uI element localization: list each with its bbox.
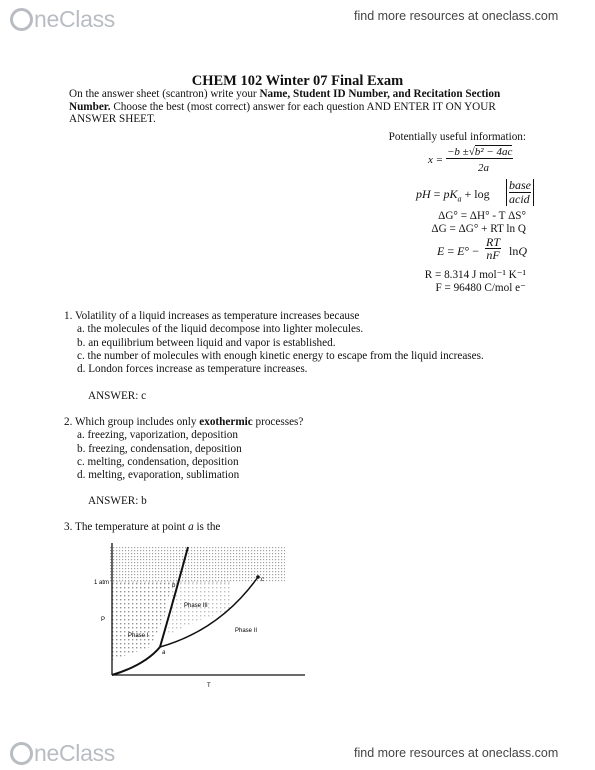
intro-bold-1: Name, Student ID Number, and Recitation Section: [259, 88, 501, 100]
ph-formula: pH = $pK_a + \log$ base acid: [416, 180, 536, 210]
label-1atm: 1 atm: [94, 580, 110, 586]
intro-text-3: ANSWER SHEET.: [69, 113, 156, 126]
question-3-stem: [64, 521, 220, 534]
question-2-stem: [64, 416, 544, 429]
question-1-option-a: a. the molecules of the liquid decompose into lighter molecules.: [77, 323, 364, 336]
find-resources-link-footer[interactable]: find more resources at oneclass.com: [354, 746, 559, 760]
quadratic-formula: x = −b ±√b² − 4ac 2a: [428, 146, 513, 174]
label-t: T: [207, 683, 211, 689]
question-1-option-b: b. an equilibrium between liquid and vapor is established.: [77, 336, 336, 349]
useful-info-heading: Potentially useful information:: [388, 131, 526, 143]
question-2-stem-post: processes?: [252, 416, 304, 428]
label-phase-1: Phase I: [128, 633, 149, 639]
question-2-option-d: d. melting, evaporation, sublimation: [77, 469, 240, 482]
question-1: [64, 310, 544, 376]
gas-constant: R = 8.314 J mol⁻¹ K⁻¹: [424, 269, 526, 281]
label-point-b: b: [172, 583, 176, 589]
question-1-option-c: c. the number of molecules with enough kinetic energy to escape from the liquid increases.: [77, 349, 484, 362]
dotted-region-left: [112, 582, 172, 660]
critical-point-dot: [256, 575, 260, 579]
question-3-stem-pre: 3. The temperature at point: [64, 521, 189, 533]
nernst-equation: E = E° − RT nF lnQ: [437, 235, 528, 262]
question-2-stem-bold: exothermic: [199, 416, 253, 428]
exam-instructions: [69, 88, 529, 126]
logo-text-footer: neClass: [34, 740, 115, 766]
question-1-answer: ANSWER: c: [88, 390, 147, 402]
question-2-option-b: b. freezing, condensation, deposition: [77, 442, 242, 455]
question-2-option-c: c. melting, condensation, deposition: [77, 455, 239, 468]
label-point-a: a: [162, 650, 166, 656]
question-1-stem: 1. Volatility of a liquid increases as temperature increases because: [64, 310, 360, 322]
label-p: P: [101, 617, 106, 623]
intro-text-1: On the answer sheet (scantron) write your: [69, 88, 260, 100]
gibbs-equation: ΔG° = ΔH° - T ΔS°: [438, 210, 526, 222]
intro-text-2: Choose the best (most correct) answer for each question AND ENTER IT ON YOUR: [110, 100, 496, 113]
label-phase-3: Phase III: [184, 603, 208, 609]
label-phase-2: Phase II: [235, 628, 258, 634]
question-1-option-d: d. London forces increase as temperature increases.: [77, 363, 308, 376]
oneclass-logo-header[interactable]: [10, 6, 115, 33]
oneclass-logo-footer[interactable]: [10, 740, 115, 767]
question-2: [64, 416, 544, 482]
logo-circle-icon: [10, 8, 33, 31]
label-point-c: c: [261, 577, 264, 583]
question-3-stem-post: is the: [193, 521, 221, 533]
intro-bold-2: Number.: [69, 100, 111, 113]
logo-text: neClass: [34, 6, 115, 32]
question-3-stem-italic: a: [188, 521, 194, 533]
question-2-answer: ANSWER: b: [88, 495, 147, 507]
phase-diagram: [80, 535, 320, 695]
exam-title: CHEM 102 Winter 07 Final Exam: [191, 73, 404, 89]
question-2-stem-pre: 2. Which group includes only: [64, 416, 200, 428]
find-resources-link-header[interactable]: find more resources at oneclass.com: [354, 9, 559, 23]
faraday-constant: F = 96480 C/mol e⁻: [435, 282, 526, 294]
logo-circle-icon-footer: [10, 742, 33, 765]
question-2-option-a: a. freezing, vaporization, deposition: [77, 429, 238, 442]
gibbs-q-equation: ΔG = ΔG° + RT ln Q: [431, 223, 526, 235]
